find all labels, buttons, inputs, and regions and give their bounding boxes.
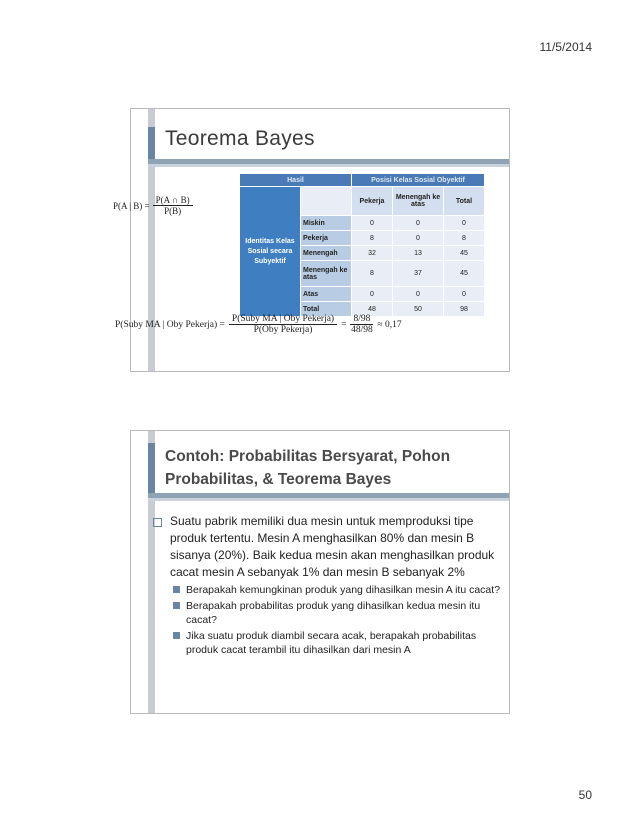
formula2-fraction-values — [350, 314, 373, 335]
row-label: Atas — [301, 287, 352, 302]
table-cell: 8 — [352, 231, 393, 246]
list-item — [173, 629, 505, 657]
table-cell: 0 — [352, 287, 393, 302]
row-group-label: Identitas Kelas Sosial secara Subyektif — [240, 187, 301, 317]
slide-title: Contoh: Probabilitas Bersyarat, Pohon Probabilitas, & Teorema Bayes — [165, 448, 451, 488]
title-underline-light — [148, 164, 509, 167]
formula-numerator: P(A ∩ B) — [153, 195, 193, 206]
row-label: Pekerja — [301, 231, 352, 246]
col-header: Menengah ke atas — [393, 187, 444, 216]
formula-denominator: P(B) — [164, 206, 182, 216]
cross-table — [239, 173, 485, 317]
slide-title: Teorema Bayes — [165, 127, 315, 150]
question-text: Berapakah kemungkinan produk yang dihasilkan mesin A itu cacat? — [186, 584, 501, 596]
formula2-den-value: 48/98 — [351, 325, 373, 335]
table-cell: 98 — [444, 302, 485, 317]
formula2-numerator: P(Suby MA | Oby Pekerja) — [229, 314, 337, 325]
slide-content — [153, 513, 505, 659]
title-accent — [148, 127, 155, 163]
table-cell: 0 — [352, 216, 393, 231]
bayes-formula — [113, 195, 193, 216]
question-text: Berapakah probabilitas produk yang dihasilkan kedua mesin itu cacat? — [186, 600, 481, 626]
formula2-denominator: P(Oby Pekerja) — [253, 325, 313, 335]
table-header-left: Hasil — [240, 174, 352, 187]
question-text: Jika suatu produk diambil secara acak, berapakah probabilitas produk cacat terambil itu dihasilkan dari mesin A — [186, 630, 477, 656]
conditional-probability-formula — [115, 314, 402, 335]
square-bullet-icon — [173, 632, 180, 639]
list-item — [173, 599, 505, 627]
table-cell: 50 — [393, 302, 444, 317]
row-label: Total — [301, 302, 352, 317]
col-header: Pekerja — [352, 187, 393, 216]
table-cell: 13 — [393, 246, 444, 261]
question-list — [173, 583, 505, 657]
formula2-num-value: 8/98 — [350, 314, 373, 325]
page-date: 11/5/2014 — [539, 40, 592, 54]
row-label: Miskin — [301, 216, 352, 231]
formula-fraction — [153, 195, 193, 216]
slide-contoh — [130, 430, 510, 714]
page-number: 50 — [578, 788, 592, 802]
table-cell: 32 — [352, 246, 393, 261]
formula2-equals: = — [341, 319, 347, 330]
table-cell: 0 — [393, 287, 444, 302]
formula2-fraction — [229, 314, 337, 335]
table-cell: 8 — [352, 261, 393, 287]
col-header: Total — [444, 187, 485, 216]
table-cell: 48 — [352, 302, 393, 317]
table-cell: 0 — [393, 231, 444, 246]
table-cell: 0 — [444, 287, 485, 302]
table-header-right: Posisi Kelas Sosial Obyektif — [352, 174, 485, 187]
main-text: Suatu pabrik memiliki dua mesin untuk memproduksi tipe produk tertentu. Mesin A menghasilkan 80% dan mesin B sisanya (20%). Baik kedua mesin akan menghasilkan produk cacat mesin A sebanyak 1% dan mesin B sebanyak 2% — [170, 514, 495, 579]
square-bullet-icon — [173, 586, 180, 593]
row-label: Menengah ke atas — [301, 261, 352, 287]
formula-lhs: P(A | B) = — [113, 200, 150, 211]
square-bullet-icon — [173, 602, 180, 609]
table-cell: 8 — [444, 231, 485, 246]
row-label: Menengah — [301, 246, 352, 261]
table-cell: 45 — [444, 246, 485, 261]
title-accent — [148, 443, 155, 497]
list-item — [153, 513, 505, 581]
table-cell: 0 — [393, 216, 444, 231]
formula2-result: ≈ 0,17 — [377, 319, 402, 330]
empty-cell — [301, 187, 352, 216]
list-item — [173, 583, 505, 597]
table-cell: 0 — [444, 216, 485, 231]
checkbox-bullet-icon — [153, 518, 162, 527]
table-cell: 45 — [444, 261, 485, 287]
title-underline-light — [148, 498, 509, 501]
slide-teorema-bayes — [113, 108, 510, 372]
formula2-lhs: P(Suby MA | Oby Pekerja) = — [115, 319, 225, 330]
table-cell: 37 — [393, 261, 444, 287]
